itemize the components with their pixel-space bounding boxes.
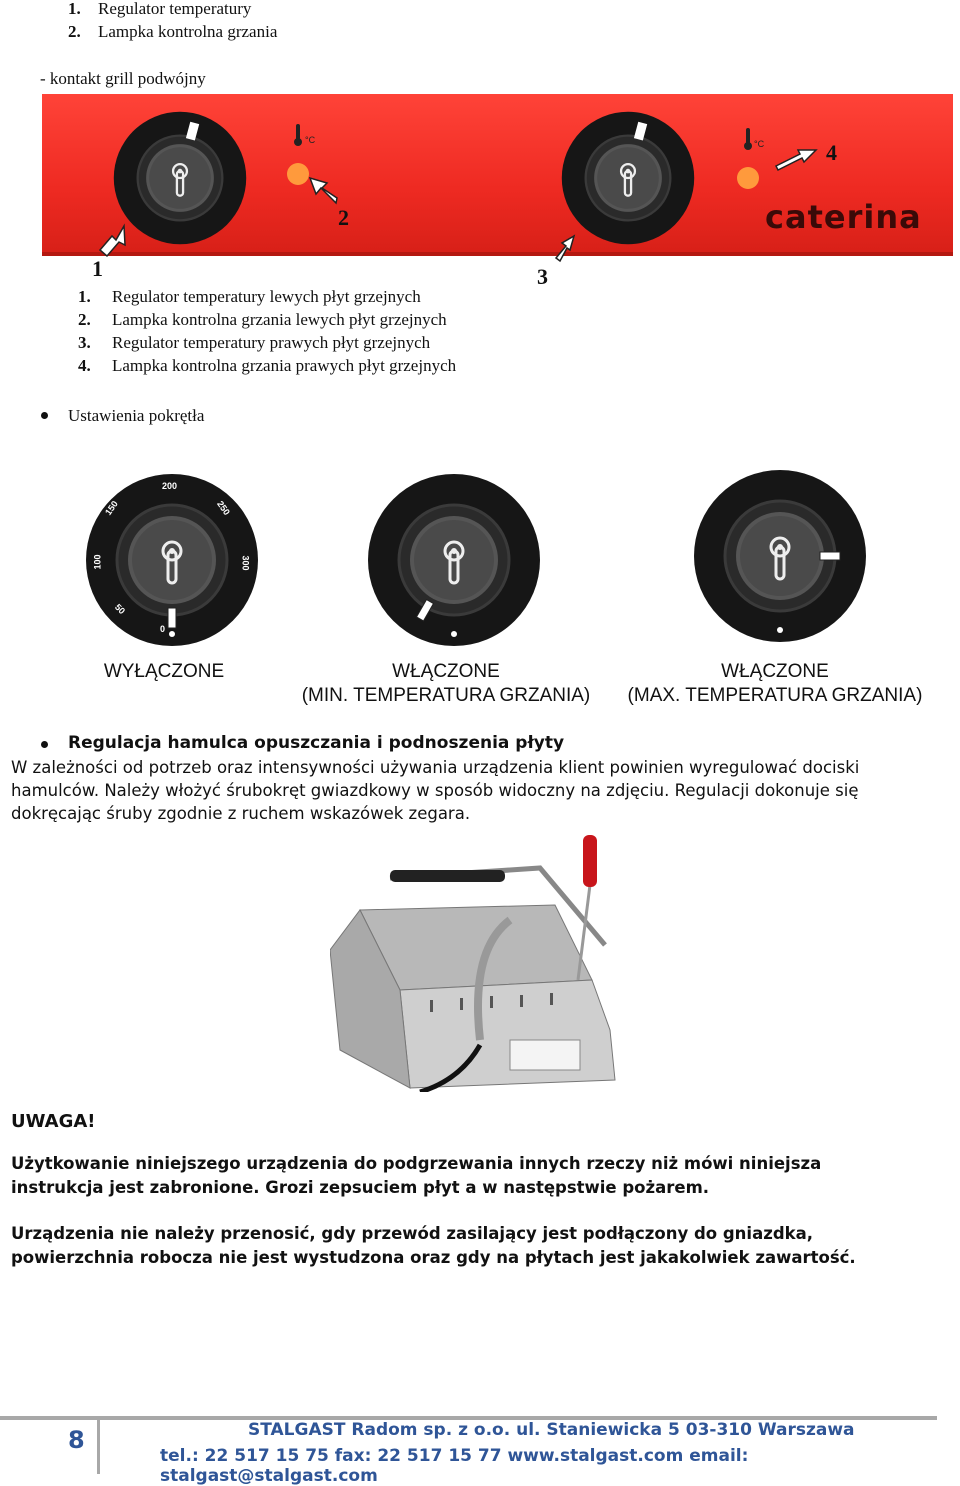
list-item: 4. Lampka kontrolna grzania prawych płyt grzejnych: [78, 356, 457, 375]
grill-photo: [330, 830, 620, 1092]
dial-scale-label: 150: [103, 498, 120, 518]
thermo-unit: °C: [305, 135, 316, 145]
thermo-unit: °C: [754, 139, 765, 149]
warning-paragraph-1: Użytkowanie niniejszego urządzenia do podgrzewania innych rzeczy niż mówi niniejsza instrukcja jest zabronione. Grozi zepsuciem płyt a w następstwie pożarem.: [11, 1154, 822, 1197]
temperature-knob-left: [114, 112, 246, 244]
knob-caption-max: WŁĄCZONE (MAX. TEMPERATURA GRZANIA): [627, 661, 923, 706]
bullet-icon: [41, 741, 48, 748]
footer-divider: [97, 1418, 100, 1474]
top-list: [68, 0, 277, 43]
page-number: 8: [68, 1426, 85, 1454]
knob-max: [694, 470, 866, 642]
knob-min: [368, 474, 540, 646]
dial-scale-label: 200: [162, 481, 178, 491]
warning-paragraph-2: Urządzenia nie należy przenosić, gdy przewód zasilający jest podłączony do gniazdka, powierzchnia robocza nie jest wystudzona oraz gdy na płytach jest jakakolwiek zawartość.: [11, 1224, 856, 1267]
panel-list: [78, 285, 456, 377]
temperature-knob-right: [562, 112, 694, 244]
thermometer-icon: [744, 128, 752, 150]
callout-number: 4: [826, 140, 837, 165]
heating-lamp-right: [737, 167, 759, 189]
heating-lamp-left: [287, 163, 309, 185]
callout-number: 3: [537, 264, 548, 289]
knob-settings-figure: [80, 470, 940, 650]
dial-scale-label: 300: [240, 555, 251, 571]
dial-scale-label: 250: [215, 498, 232, 518]
dial-scale-label: 0: [160, 624, 166, 634]
list-item: 1. Regulator temperatury: [68, 0, 252, 18]
knob-caption-off: WYŁĄCZONE: [103, 661, 225, 682]
control-panel-graphics: [0, 88, 960, 298]
callout-number: 2: [338, 205, 349, 230]
brake-paragraph: W zależności od potrzeb oraz intensywności używania urządzenia klient powinien wyregulować dociski hamulców. Należy włożyć śrubokręt gwiazdkowy w sposób widoczny na zdjęciu. Regulacji dokonuje się dokręcając śruby zgodnie z ruchem wskazówek zegara.: [11, 758, 860, 823]
thermometer-icon: [294, 124, 302, 146]
brake-heading: Regulacja hamulca opuszczania i podnoszenia płyty: [68, 733, 565, 753]
section-title: - kontakt grill podwójny: [40, 69, 206, 88]
bullet-icon: [41, 412, 48, 419]
footer-address: STALGAST Radom sp. z o.o. ul. Staniewicka 5 03-310 Warszawa: [248, 1420, 855, 1440]
dial-scale-label: 50: [112, 601, 128, 617]
callout-number: 1: [92, 256, 103, 281]
knob-settings-heading: Ustawienia pokrętła: [68, 406, 205, 425]
knob-caption-min: WŁĄCZONE (MIN. TEMPERATURA GRZANIA): [301, 661, 591, 706]
footer-contact: tel.: 22 517 15 75 fax: 22 517 15 77 www.stalgast.com email: stalgast@stalgast.com: [160, 1446, 749, 1486]
list-item: 1. Regulator temperatury lewych płyt grzejnych: [78, 287, 421, 306]
dial-scale-label: 100: [92, 554, 103, 570]
list-item: 2. Lampka kontrolna grzania: [68, 22, 278, 41]
list-item: 3. Regulator temperatury prawych płyt grzejnych: [78, 333, 431, 352]
warning-title: UWAGA!: [11, 1111, 96, 1132]
brand-logo: caterina: [765, 198, 922, 236]
list-item: 2. Lampka kontrolna grzania lewych płyt grzejnych: [78, 310, 447, 329]
